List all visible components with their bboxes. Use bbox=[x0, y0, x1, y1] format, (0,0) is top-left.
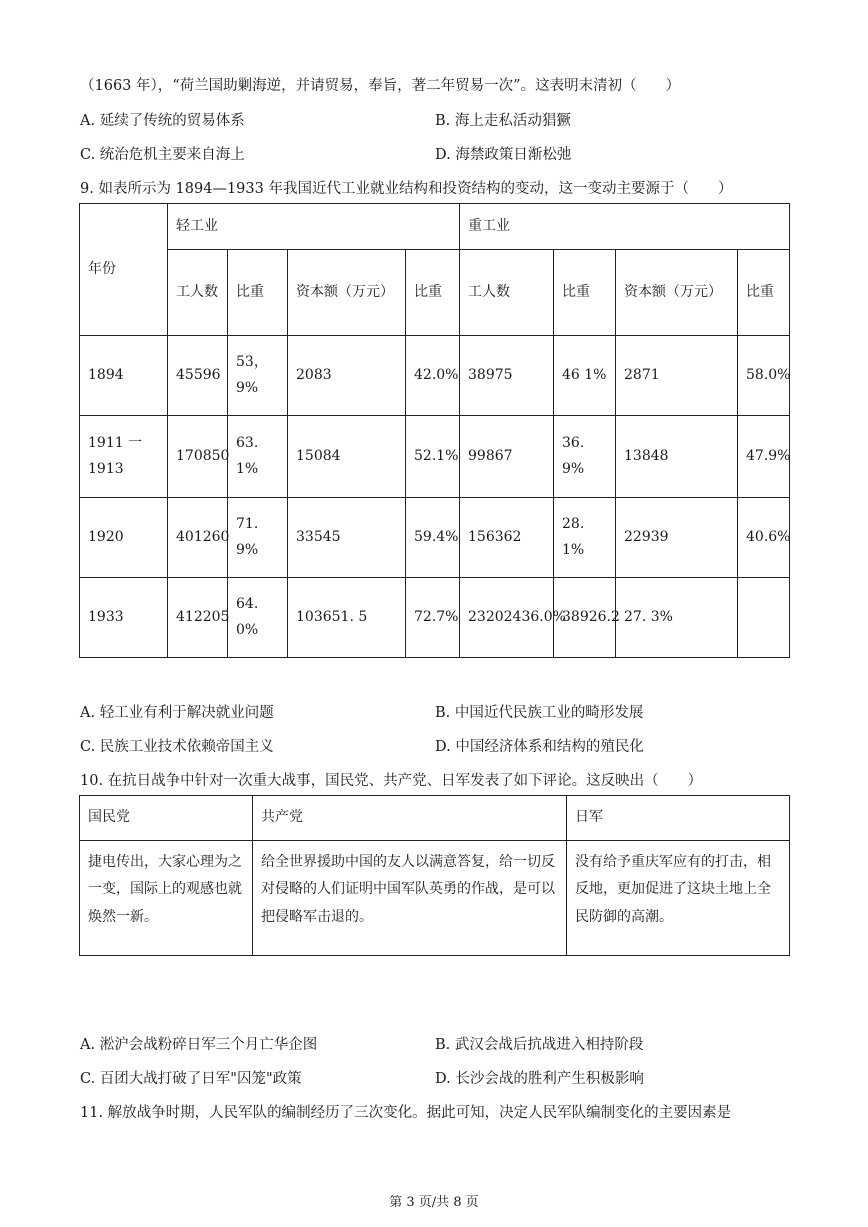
table-cell: 33545 bbox=[288, 498, 406, 578]
table-cell: 170850 bbox=[168, 416, 228, 498]
table-cell: 36. 9% bbox=[554, 416, 616, 498]
japan-comment: 没有给予重庆军应有的打击，相反地，更加促进了这块土地上全民防御的高潮。 bbox=[567, 841, 790, 956]
table-cell: 38975 bbox=[460, 336, 554, 416]
table-cell: 72.7% bbox=[406, 578, 460, 658]
table-cell: 38926.2 bbox=[554, 578, 616, 658]
q10-option-d: D. 长沙会战的胜利产生积极影响 bbox=[435, 1071, 644, 1087]
year-header: 年份 bbox=[80, 204, 168, 336]
q10-option-a: A. 淞沪会战粉碎日军三个月亡华企图 bbox=[80, 1037, 318, 1053]
q9-option-d: D. 中国经济体系和结构的殖民化 bbox=[435, 739, 644, 755]
question-11-stem: 11. 解放战争时期，人民军队的编制经历了三次变化。据此可知，决定人民军队编制变化的主要因素是 bbox=[80, 1105, 732, 1121]
table-cell: 99867 bbox=[460, 416, 554, 498]
table-cell bbox=[738, 578, 790, 658]
table-cell: 22939 bbox=[616, 498, 738, 578]
industry-structure-table bbox=[79, 203, 790, 658]
heavy-industry-header: 重工业 bbox=[460, 204, 790, 250]
table-cell: 45596 bbox=[168, 336, 228, 416]
table-cell: 1911 一1913 bbox=[80, 416, 168, 498]
table-row bbox=[80, 336, 790, 416]
table-cell: 156362 bbox=[460, 498, 554, 578]
col-header: 资本额（万元） bbox=[288, 250, 406, 336]
col-header: 比重 bbox=[406, 250, 460, 336]
ccp-comment: 给全世界援助中国的友人以满意答复，给一切反对侵略的人们证明中国军队英勇的作战，是可以把侵略军击退的。 bbox=[253, 841, 567, 956]
table-cell: 15084 bbox=[288, 416, 406, 498]
table-cell: 1933 bbox=[80, 578, 168, 658]
table-cell: 63. 1% bbox=[228, 416, 288, 498]
col-header: 比重 bbox=[228, 250, 288, 336]
q8-option-b: B. 海上走私活动猖獗 bbox=[435, 113, 571, 129]
q10-option-b: B. 武汉会战后抗战进入相持阶段 bbox=[435, 1037, 644, 1053]
q9-option-c: C. 民族工业技术依赖帝国主义 bbox=[80, 739, 274, 755]
table-cell: 52.1% bbox=[406, 416, 460, 498]
col-header: 比重 bbox=[738, 250, 790, 336]
q8-option-c: C. 统治危机主要来自海上 bbox=[80, 147, 245, 163]
col-header: 工人数 bbox=[168, 250, 228, 336]
question-8-stem-continuation: （1663 年），“荷兰国助剿海逆，并请贸易，奉旨，著二年贸易一次”。这表明末清初（ ） bbox=[80, 78, 681, 94]
table-cell: 27. 3% bbox=[616, 578, 738, 658]
page-footer: 第 3 页/共 8 页 bbox=[389, 1195, 479, 1210]
table-cell: 103651. 5 bbox=[288, 578, 406, 658]
table-cell: 28. 1% bbox=[554, 498, 616, 578]
table-cell: 1894 bbox=[80, 336, 168, 416]
table-cell: 401260 bbox=[168, 498, 228, 578]
table-cell: 58.0% bbox=[738, 336, 790, 416]
kmt-header: 国民党 bbox=[80, 796, 253, 841]
table-cell: 2871 bbox=[616, 336, 738, 416]
table-row bbox=[80, 416, 790, 498]
col-header: 比重 bbox=[554, 250, 616, 336]
question-9-stem: 9. 如表所示为 1894—1933 年我国近代工业就业结构和投资结构的变动，这一变动主要源于（ ） bbox=[80, 181, 733, 197]
table-cell: 47.9% bbox=[738, 416, 790, 498]
table-cell: 64. 0% bbox=[228, 578, 288, 658]
kmt-comment: 捷电传出，大家心理为之一变，国际上的观感也就焕然一新。 bbox=[80, 841, 253, 956]
table-cell: 23202436.0% bbox=[460, 578, 554, 658]
q8-option-d: D. 海禁政策日渐松弛 bbox=[435, 147, 572, 163]
table-row bbox=[80, 578, 790, 658]
war-commentary-table bbox=[79, 795, 790, 956]
q10-option-c: C. 百团大战打破了日军"囚笼"政策 bbox=[80, 1071, 302, 1087]
table-cell: 53，9% bbox=[228, 336, 288, 416]
question-10-stem: 10. 在抗日战争中针对一次重大战事，国民党、共产党、日军发表了如下评论。这反映出（ ） bbox=[80, 773, 703, 789]
ccp-header: 共产党 bbox=[253, 796, 567, 841]
table-cell: 2083 bbox=[288, 336, 406, 416]
table-cell: 13848 bbox=[616, 416, 738, 498]
q8-option-a: A. 延续了传统的贸易体系 bbox=[80, 113, 245, 129]
table-cell: 42.0% bbox=[406, 336, 460, 416]
table-row bbox=[80, 498, 790, 578]
q9-option-b: B. 中国近代民族工业的畸形发展 bbox=[435, 705, 644, 721]
table-cell: 1920 bbox=[80, 498, 168, 578]
col-header: 工人数 bbox=[460, 250, 554, 336]
table-cell: 40.6% bbox=[738, 498, 790, 578]
table-cell: 71. 9% bbox=[228, 498, 288, 578]
table-cell: 59.4% bbox=[406, 498, 460, 578]
table-cell: 46 1% bbox=[554, 336, 616, 416]
japan-header: 日军 bbox=[567, 796, 790, 841]
q9-option-a: A. 轻工业有利于解决就业问题 bbox=[80, 705, 274, 721]
light-industry-header: 轻工业 bbox=[168, 204, 460, 250]
table-cell: 412205 bbox=[168, 578, 228, 658]
col-header: 资本额（万元） bbox=[616, 250, 738, 336]
